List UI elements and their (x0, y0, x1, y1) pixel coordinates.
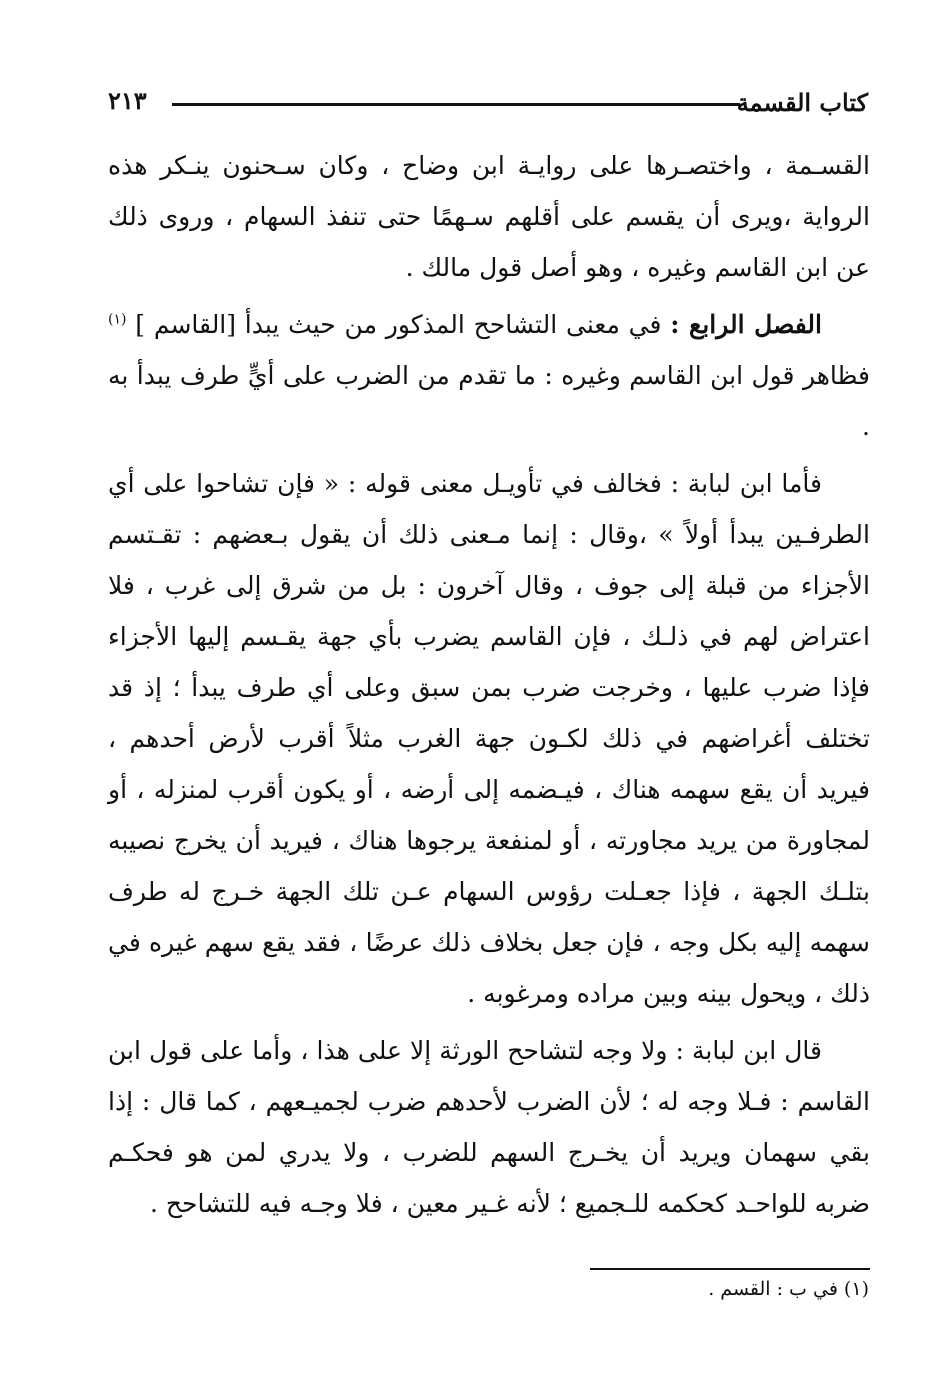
section-text-continued: فظاهر قول ابن القاسم وغيره : ما تقدم من الضرب على أيٍّ طرف يبدأ به . (108, 361, 870, 441)
section-label: الفصل الرابع : (670, 310, 822, 339)
paragraph: القسـمة ، واختصـرها على روايـة ابن وضاح ، وكان سـحنون ينـكر هذه الرواية ،ويرى أن يقسم على أقلهم سـهمًا حتى تنفذ السهام ، وروى ذلك عن ابن القاسم وغيره ، وهو أصل قول مالك . (108, 151, 870, 282)
footnote-rule (590, 1268, 870, 1270)
page-body (108, 140, 870, 1229)
paragraph-section (108, 299, 870, 452)
book-title: كتاب القسمة (736, 88, 868, 117)
paragraph: قال ابن لبابة : ولا وجه لتشاحح الورثة إلا على هذا ، وأما على قول ابن القاسم : فـلا وجه له ؛ لأن الضرب لأحدهم ضرب لجميـعهم ، كما قال : إذا بقي سهمان ويريد أن يخـرج السهم للضرب ، ولا يدري لمن هو فحكـم ضربه للواحـد كحكمه للـجميع ؛ لأنه غـير معين ، فلا وجـه فيه للتشاحح . (108, 1036, 870, 1218)
page-number: ٢١٣ (108, 86, 147, 115)
footnote: (١) في ب : القسم . (708, 1278, 869, 1300)
paragraph: فأما ابن لبابة : فخالف في تأويـل معنى قوله : « فإن تشاحوا على أي الطرفـين يبدأ أولاً » ،وقال : إنما مـعنى ذلك أن يقول بـعضهم : تقـتسم الأجزاء من قبلة إلى جوف ، وقال آخرون : بل من شرق إلى غرب ، فلا اعتراض لهم في ذلـك ، فإن القاسم يضرب بأي جهة يقـسم إليها الأجزاء فإذا ضرب عليها ، وخرجت ضرب بمن سبق وعلى أي طرف يبدأ ؛ إذ قد تختلف أغراضهم في ذلك لكـون جهة الغرب مثلاً أقرب لأرض أحدهم ، فيريد أن يقع سهمه هناك ، فيـضمه إلى أرضه ، أو يكون أقرب لمنزله ، أو لمجاورة من يريد مجاورته ، أو لمنفعة يرجوها هناك ، فيريد أن يخرج نصيبه بتلـك الجهة ، فإذا جعـلت رؤوس السهام عـن تلك الجهة خـرج له طرف سهمه إليه بكل وجه ، فإن جعل بخلاف ذلك عرضًا ، فقد يقع سهم غيره في ذلك ، ويحول بينه وبين مراده ومرغوبه . (108, 469, 870, 1008)
section-text: في معنى التشاحح المذكور من حيث يبدأ [القاسم ] (135, 310, 671, 339)
page-header (108, 82, 868, 122)
header-rule (172, 103, 740, 106)
footnote-reference[interactable]: (١) (108, 311, 127, 328)
